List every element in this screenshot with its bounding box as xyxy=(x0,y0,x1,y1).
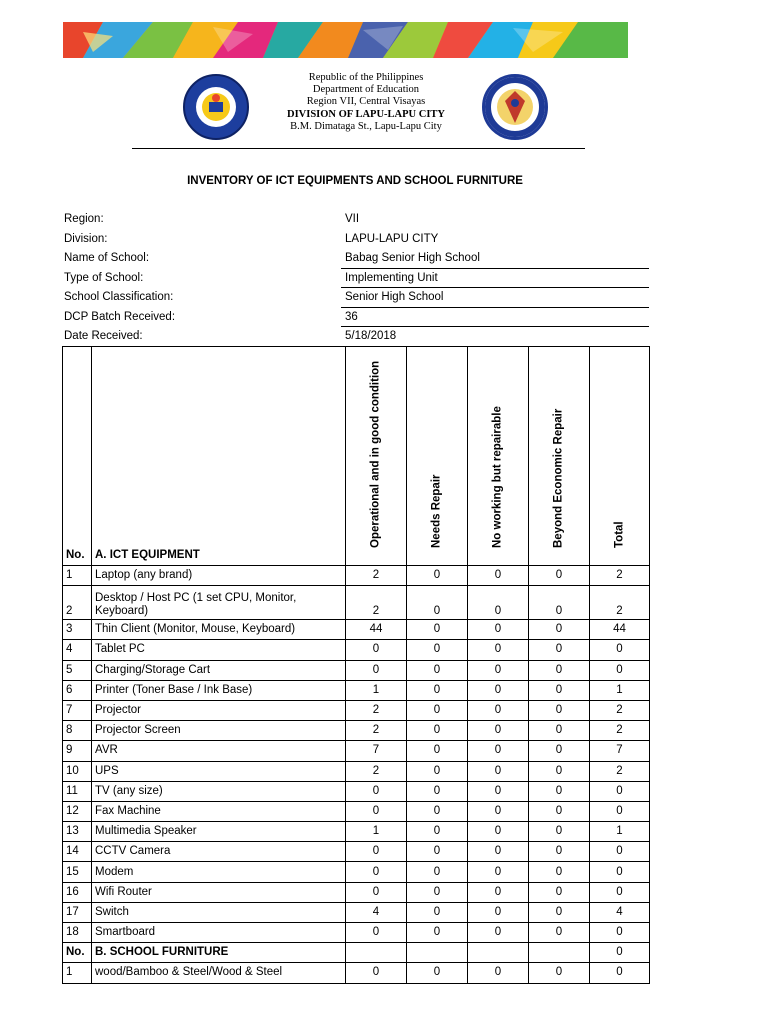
row-number: 18 xyxy=(63,923,92,943)
header-no: No. xyxy=(63,347,92,566)
needs-repair-count: 0 xyxy=(407,862,468,882)
operational-count: 2 xyxy=(346,721,407,741)
table-row xyxy=(63,620,650,640)
operational-count: 44 xyxy=(346,620,407,640)
header-operational xyxy=(346,347,407,566)
not-working-count: 0 xyxy=(468,680,529,700)
row-number: 12 xyxy=(63,801,92,821)
operational-count: 2 xyxy=(346,586,407,620)
info-row-school-type xyxy=(0,269,650,289)
document-title: INVENTORY OF ICT EQUIPMENTS AND SCHOOL FURNITURE xyxy=(187,175,523,187)
operational-count: 2 xyxy=(346,761,407,781)
total-count: 0 xyxy=(590,781,650,801)
table-header-row xyxy=(63,347,650,566)
total-count: 2 xyxy=(590,566,650,586)
info-value: 5/18/2018 xyxy=(345,330,397,342)
table-cell xyxy=(407,943,468,963)
total-count: 2 xyxy=(590,761,650,781)
table-row xyxy=(63,660,650,680)
not-working-count: 0 xyxy=(468,902,529,922)
table-row xyxy=(63,566,650,586)
beyond-repair-count: 0 xyxy=(529,842,590,862)
total-count: 1 xyxy=(590,680,650,700)
furniture-header-no: No. xyxy=(63,943,92,963)
not-working-count: 0 xyxy=(468,586,529,620)
not-working-count: 0 xyxy=(468,923,529,943)
header-total xyxy=(590,347,650,566)
needs-repair-count: 0 xyxy=(407,882,468,902)
row-number: 6 xyxy=(63,680,92,700)
row-number: 7 xyxy=(63,700,92,720)
row-item-name: Charging/Storage Cart xyxy=(92,660,346,680)
operational-count: 1 xyxy=(346,822,407,842)
letterhead-line-region: Region VII, Central Visayas xyxy=(306,96,426,108)
beyond-repair-count: 0 xyxy=(529,741,590,761)
row-item-name: Switch xyxy=(92,902,346,922)
beyond-repair-count: 0 xyxy=(529,620,590,640)
total-count: 7 xyxy=(590,741,650,761)
operational-count: 4 xyxy=(346,902,407,922)
row-item-name: Smartboard xyxy=(92,923,346,943)
inventory-table xyxy=(62,346,650,984)
beyond-repair-count: 0 xyxy=(529,640,590,660)
row-number: 11 xyxy=(63,781,92,801)
row-item-name: Fax Machine xyxy=(92,801,346,821)
needs-repair-count: 0 xyxy=(407,842,468,862)
operational-count: 2 xyxy=(346,566,407,586)
beyond-repair-count: 0 xyxy=(529,963,590,983)
info-label: Type of School: xyxy=(64,271,144,284)
row-number: 5 xyxy=(63,660,92,680)
row-item-name: TV (any size) xyxy=(92,781,346,801)
letterhead-line-address: B.M. Dimataga St., Lapu-Lapu City xyxy=(290,120,442,132)
operational-count: 0 xyxy=(346,882,407,902)
total-count: 0 xyxy=(590,660,650,680)
header-ict-equipment: A. ICT EQUIPMENT xyxy=(92,347,346,566)
not-working-count: 0 xyxy=(468,842,529,862)
needs-repair-count: 0 xyxy=(407,902,468,922)
beyond-repair-count: 0 xyxy=(529,586,590,620)
total-count: 4 xyxy=(590,902,650,922)
row-number: 10 xyxy=(63,761,92,781)
letterhead-divider xyxy=(132,148,585,149)
table-row xyxy=(63,741,650,761)
beyond-repair-count: 0 xyxy=(529,660,590,680)
beyond-repair-count: 0 xyxy=(529,566,590,586)
needs-repair-count: 0 xyxy=(407,741,468,761)
needs-repair-count: 0 xyxy=(407,822,468,842)
total-count: 1 xyxy=(590,822,650,842)
deped-seal-logo xyxy=(482,74,548,140)
row-number: 17 xyxy=(63,902,92,922)
table-cell xyxy=(529,943,590,963)
needs-repair-count: 0 xyxy=(407,680,468,700)
info-label: Division: xyxy=(64,232,108,245)
table-cell xyxy=(468,943,529,963)
header-needs-repair xyxy=(407,347,468,566)
row-item-name: Projector xyxy=(92,700,346,720)
table-row xyxy=(63,680,650,700)
row-item-name: Tablet PC xyxy=(92,640,346,660)
row-number: 4 xyxy=(63,640,92,660)
row-number: 14 xyxy=(63,842,92,862)
row-item-name: Multimedia Speaker xyxy=(92,822,346,842)
beyond-repair-count: 0 xyxy=(529,700,590,720)
info-row-date-received xyxy=(0,327,650,347)
table-row xyxy=(63,822,650,842)
info-row-division xyxy=(0,230,650,250)
furniture-header-total: 0 xyxy=(590,943,650,963)
needs-repair-count: 0 xyxy=(407,700,468,720)
operational-count: 0 xyxy=(346,801,407,821)
ict-equipment-rows xyxy=(63,566,650,943)
letterhead xyxy=(0,70,768,140)
school-info xyxy=(0,210,768,350)
letterhead-text xyxy=(252,72,480,133)
row-item-name: Modem xyxy=(92,862,346,882)
not-working-count: 0 xyxy=(468,700,529,720)
table-row xyxy=(63,923,650,943)
table-row xyxy=(63,902,650,922)
beyond-repair-count: 0 xyxy=(529,801,590,821)
needs-repair-count: 0 xyxy=(407,801,468,821)
row-number: 9 xyxy=(63,741,92,761)
beyond-repair-count: 0 xyxy=(529,761,590,781)
info-row-school-name xyxy=(0,249,650,269)
row-item-name: Wifi Router xyxy=(92,882,346,902)
not-working-count: 0 xyxy=(468,822,529,842)
beyond-repair-count: 0 xyxy=(529,882,590,902)
beyond-repair-count: 0 xyxy=(529,721,590,741)
row-number: 1 xyxy=(63,963,92,983)
row-item-name: CCTV Camera xyxy=(92,842,346,862)
row-item-name: UPS xyxy=(92,761,346,781)
not-working-count: 0 xyxy=(468,781,529,801)
not-working-count: 0 xyxy=(468,640,529,660)
info-label: Date Received: xyxy=(64,330,143,342)
needs-repair-count: 0 xyxy=(407,620,468,640)
row-item-name: Thin Client (Monitor, Mouse, Keyboard) xyxy=(92,620,346,640)
info-label: School Classification: xyxy=(64,291,174,303)
header-total-label: Total xyxy=(613,521,625,548)
not-working-count: 0 xyxy=(468,761,529,781)
row-item-name: wood/Bamboo & Steel/Wood & Steel xyxy=(92,963,346,983)
table-row xyxy=(63,761,650,781)
table-row xyxy=(63,801,650,821)
beyond-repair-count: 0 xyxy=(529,680,590,700)
info-row-region xyxy=(0,210,650,230)
beyond-repair-count: 0 xyxy=(529,781,590,801)
info-value: 36 xyxy=(345,310,358,323)
beyond-repair-count: 0 xyxy=(529,902,590,922)
total-count: 2 xyxy=(590,700,650,720)
not-working-count: 0 xyxy=(468,721,529,741)
table-row xyxy=(63,882,650,902)
not-working-count: 0 xyxy=(468,660,529,680)
row-item-name: Projector Screen xyxy=(92,721,346,741)
info-row-dcp-batch xyxy=(0,308,650,328)
row-number: 1 xyxy=(63,566,92,586)
letterhead-line-republic: Republic of the Philippines xyxy=(308,72,424,83)
total-count: 0 xyxy=(590,801,650,821)
operational-count: 2 xyxy=(346,700,407,720)
division-seal-logo xyxy=(183,74,249,140)
table-row xyxy=(63,586,650,620)
needs-repair-count: 0 xyxy=(407,721,468,741)
row-number: 15 xyxy=(63,862,92,882)
not-working-count: 0 xyxy=(468,741,529,761)
needs-repair-count: 0 xyxy=(407,963,468,983)
table-row xyxy=(63,963,650,983)
info-value: Babag Senior High School xyxy=(345,252,480,264)
total-count: 0 xyxy=(590,963,650,983)
header-operational-label: Operational and in good condition xyxy=(369,360,382,548)
needs-repair-count: 0 xyxy=(407,923,468,943)
info-row-classification xyxy=(0,288,650,308)
not-working-count: 0 xyxy=(468,963,529,983)
furniture-rows xyxy=(63,963,650,983)
table-row xyxy=(63,721,650,741)
table-row xyxy=(63,862,650,882)
info-label: DCP Batch Received: xyxy=(64,310,176,323)
info-label: Name of School: xyxy=(64,252,150,264)
furniture-header-row xyxy=(63,943,650,963)
total-count: 0 xyxy=(590,882,650,902)
total-count: 2 xyxy=(590,586,650,620)
info-value: LAPU-LAPU CITY xyxy=(345,232,439,245)
not-working-count: 0 xyxy=(468,882,529,902)
header-not-working xyxy=(468,347,529,566)
row-number: 13 xyxy=(63,822,92,842)
total-count: 0 xyxy=(590,862,650,882)
needs-repair-count: 0 xyxy=(407,586,468,620)
row-item-name: Desktop / Host PC (1 set CPU, Monitor, Keyboard) xyxy=(92,586,346,620)
header-beyond-repair-label: Beyond Economic Repair xyxy=(552,408,565,548)
total-count: 0 xyxy=(590,842,650,862)
not-working-count: 0 xyxy=(468,801,529,821)
operational-count: 1 xyxy=(346,680,407,700)
row-number: 2 xyxy=(63,586,92,620)
row-item-name: Laptop (any brand) xyxy=(92,566,346,586)
row-number: 3 xyxy=(63,620,92,640)
header-banner xyxy=(63,22,628,58)
row-item-name: AVR xyxy=(92,741,346,761)
operational-count: 0 xyxy=(346,781,407,801)
letterhead-line-division: DIVISION OF LAPU-LAPU CITY xyxy=(287,108,445,120)
header-beyond-repair xyxy=(529,347,590,566)
needs-repair-count: 0 xyxy=(407,566,468,586)
row-number: 16 xyxy=(63,882,92,902)
needs-repair-count: 0 xyxy=(407,781,468,801)
info-value: VII xyxy=(345,213,360,225)
info-label: Region: xyxy=(64,213,104,225)
table-row xyxy=(63,781,650,801)
furniture-section xyxy=(63,943,650,963)
operational-count: 0 xyxy=(346,862,407,882)
operational-count: 0 xyxy=(346,963,407,983)
not-working-count: 0 xyxy=(468,566,529,586)
operational-count: 7 xyxy=(346,741,407,761)
operational-count: 0 xyxy=(346,640,407,660)
total-count: 44 xyxy=(590,620,650,640)
table-cell xyxy=(346,943,407,963)
header-not-working-label: No working but repairable xyxy=(491,406,504,548)
needs-repair-count: 0 xyxy=(407,761,468,781)
info-value: Implementing Unit xyxy=(345,271,438,284)
not-working-count: 0 xyxy=(468,620,529,640)
total-count: 0 xyxy=(590,640,650,660)
info-value: Senior High School xyxy=(345,291,444,303)
furniture-header-label: B. SCHOOL FURNITURE xyxy=(92,943,346,963)
table-row xyxy=(63,842,650,862)
operational-count: 0 xyxy=(346,923,407,943)
beyond-repair-count: 0 xyxy=(529,923,590,943)
not-working-count: 0 xyxy=(468,862,529,882)
total-count: 0 xyxy=(590,923,650,943)
header-needs-repair-label: Needs Repair xyxy=(430,474,443,548)
needs-repair-count: 0 xyxy=(407,640,468,660)
needs-repair-count: 0 xyxy=(407,660,468,680)
row-number: 8 xyxy=(63,721,92,741)
row-item-name: Printer (Toner Base / Ink Base) xyxy=(92,680,346,700)
total-count: 2 xyxy=(590,721,650,741)
table-row xyxy=(63,700,650,720)
beyond-repair-count: 0 xyxy=(529,862,590,882)
letterhead-line-department: Department of Education xyxy=(312,84,420,96)
beyond-repair-count: 0 xyxy=(529,822,590,842)
operational-count: 0 xyxy=(346,842,407,862)
operational-count: 0 xyxy=(346,660,407,680)
table-row xyxy=(63,640,650,660)
